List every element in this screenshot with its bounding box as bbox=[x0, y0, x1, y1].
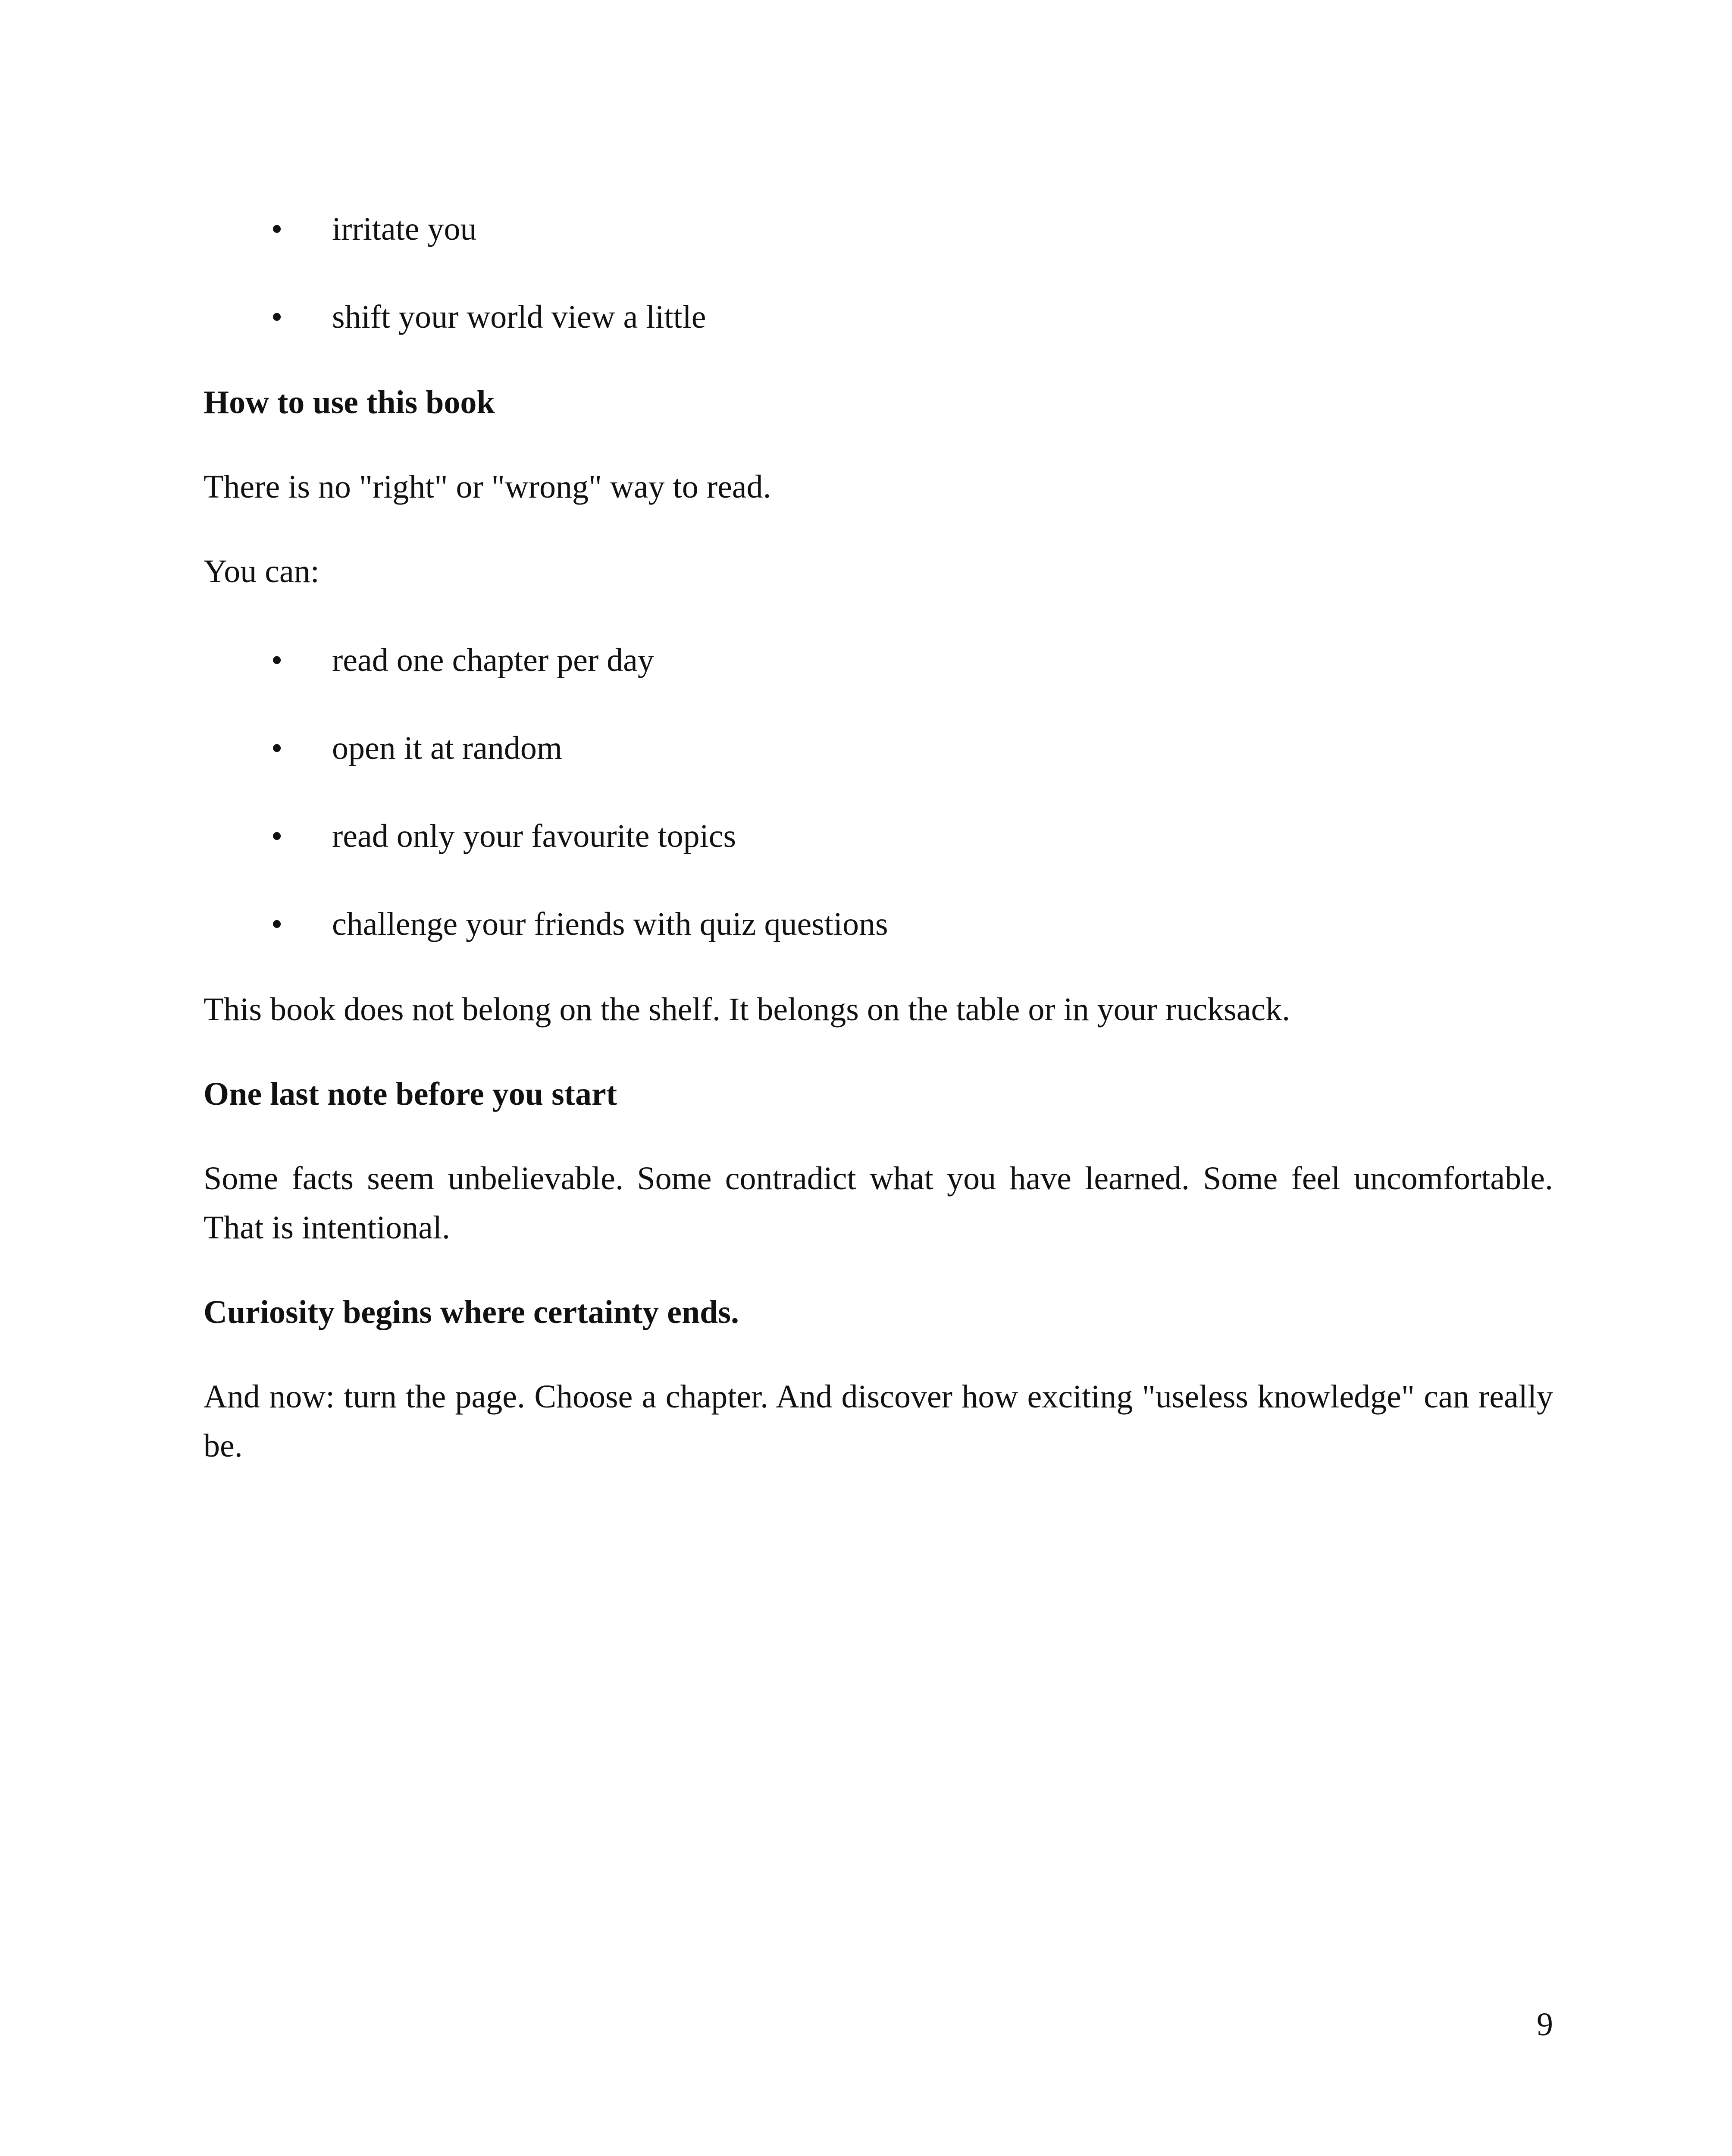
bullet-icon: • bbox=[271, 299, 283, 335]
callout-curiosity: Curiosity begins where certainty ends. bbox=[204, 1294, 739, 1330]
list-item: challenge your friends with quiz questions bbox=[332, 906, 888, 942]
paragraph-you-can: You can: bbox=[204, 553, 319, 589]
section-heading-how-to-use: How to use this book bbox=[204, 384, 495, 420]
document-page bbox=[204, 0, 1553, 2156]
page-number: 9 bbox=[1537, 2006, 1553, 2043]
bullet-icon: • bbox=[271, 906, 283, 942]
list-item: irritate you bbox=[332, 211, 477, 247]
list-item: read one chapter per day bbox=[332, 642, 654, 678]
paragraph-some-facts: Some facts seem unbelievable. Some contradict what you have learned. Some feel uncomfortable. That is intentional. bbox=[204, 1160, 1553, 1246]
list-item: read only your favourite topics bbox=[332, 818, 736, 854]
bullet-icon: • bbox=[271, 818, 283, 854]
section-heading-last-note: One last note before you start bbox=[204, 1076, 617, 1112]
paragraph-turn-the-page: And now: turn the page. Choose a chapter. And discover how exciting "useless knowledge" can really be. bbox=[204, 1379, 1553, 1464]
bullet-icon: • bbox=[271, 211, 283, 247]
paragraph-no-right-way: There is no "right" or "wrong" way to read. bbox=[204, 469, 771, 505]
list-item: shift your world view a little bbox=[332, 299, 706, 335]
list-item: open it at random bbox=[332, 730, 562, 766]
bullet-icon: • bbox=[271, 730, 283, 766]
paragraph-not-on-shelf: This book does not belong on the shelf. It belongs on the table or in your rucksack. bbox=[204, 991, 1290, 1028]
bullet-icon: • bbox=[271, 642, 283, 678]
